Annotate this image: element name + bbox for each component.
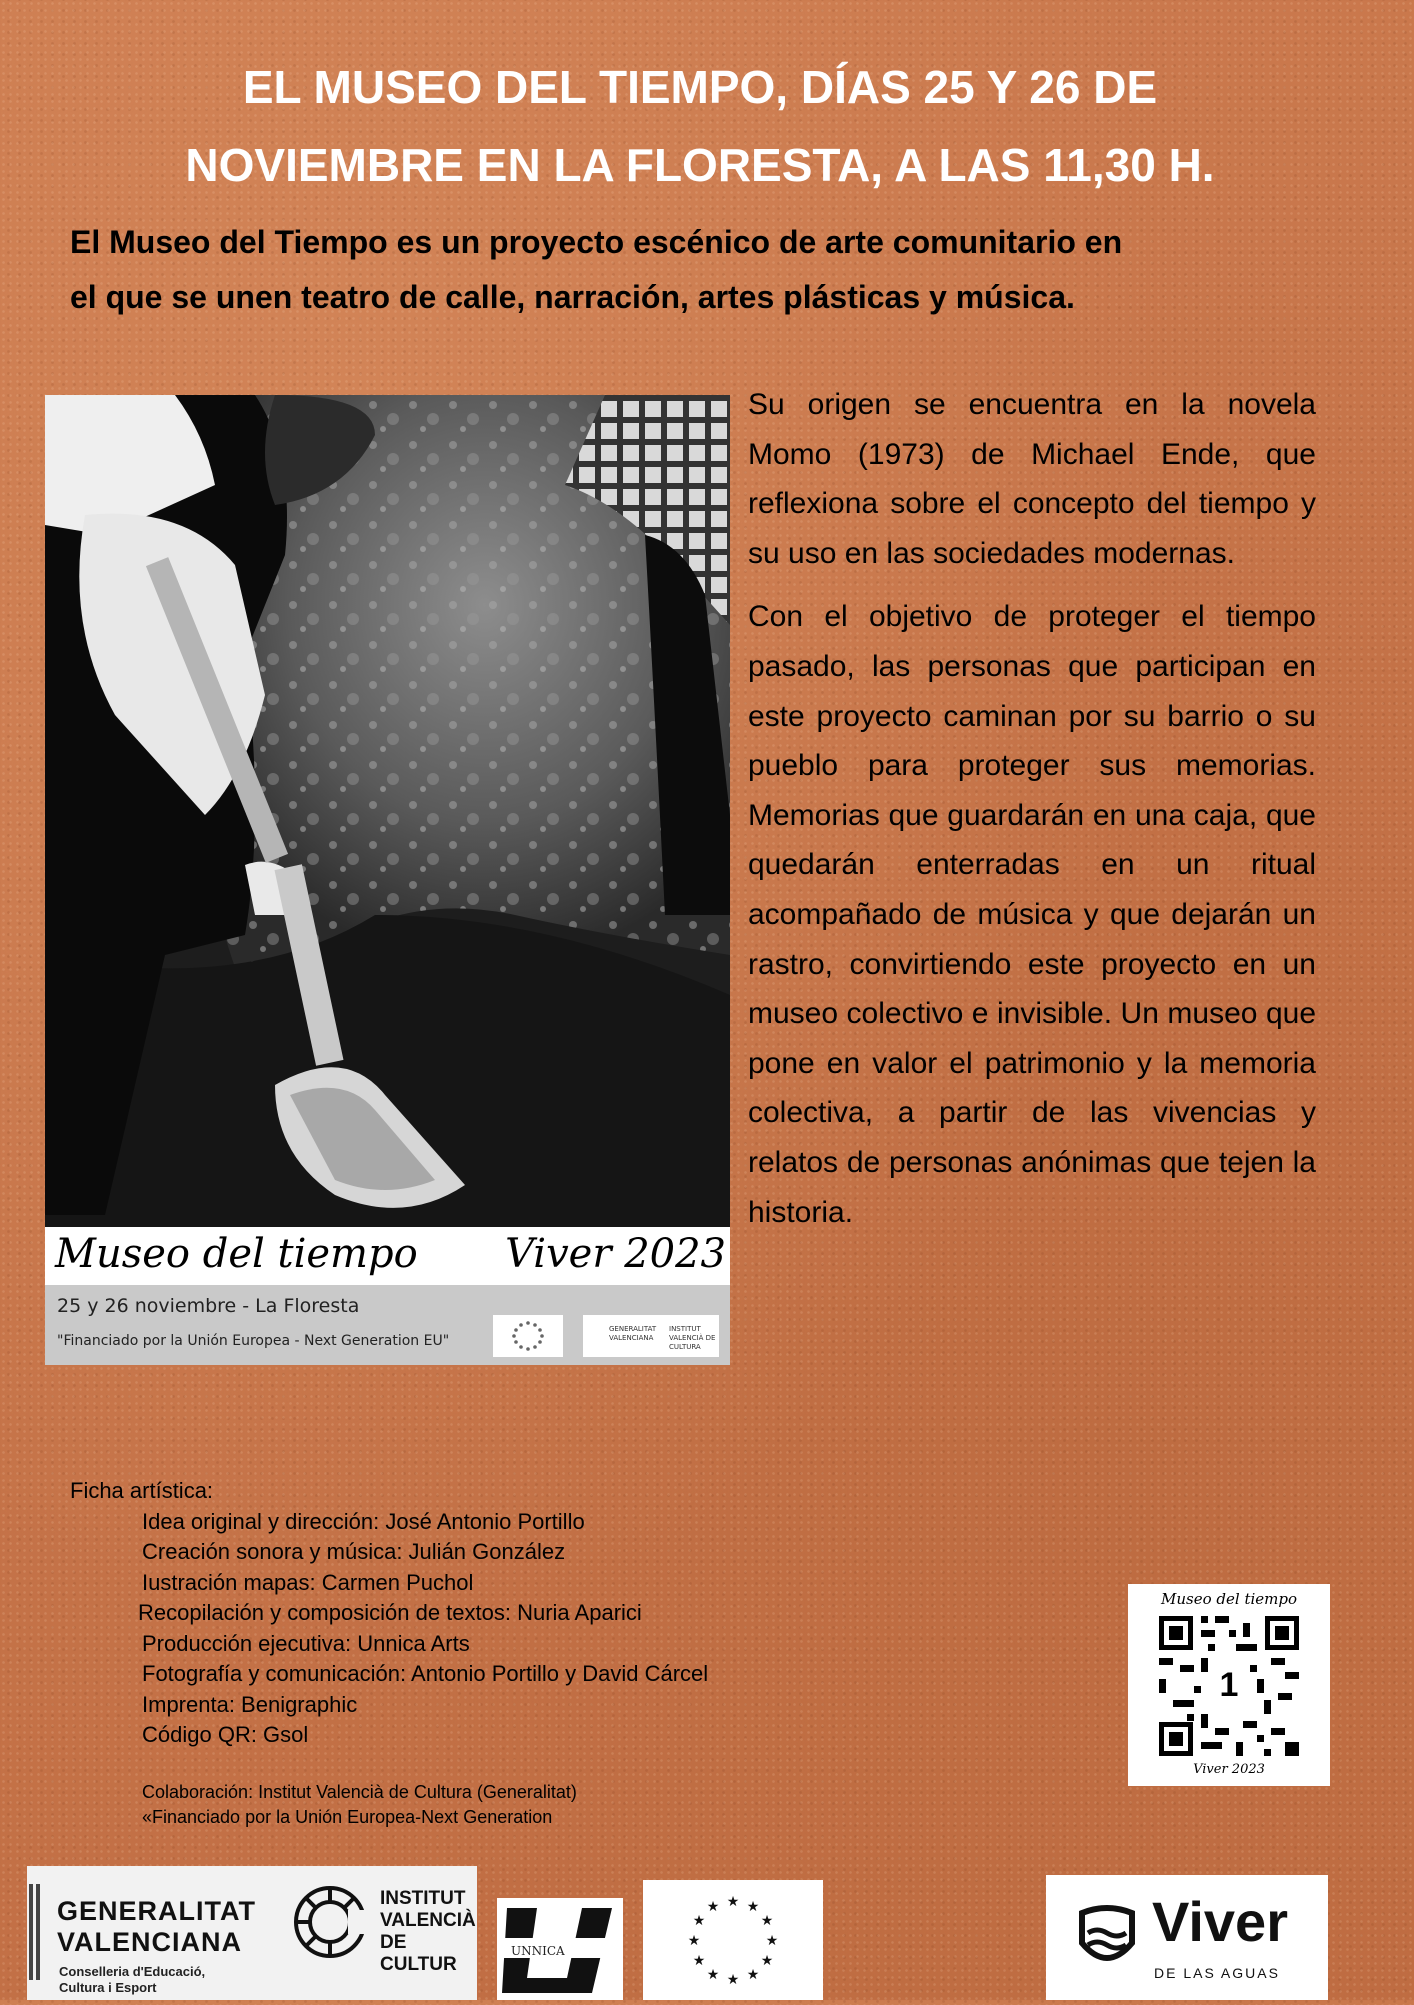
poster-funding: "Financiado por la Unión Europea - Next Generation EU" — [57, 1333, 450, 1349]
event-title-line-1: EL MUSEO DEL TIEMPO, DÍAS 25 Y 26 DE — [242, 61, 1158, 113]
poster-ivc-logo-text: INSTITUT VALENCIÀ DE CULTURA — [669, 1325, 716, 1351]
unnica-name: UNNICA — [511, 1944, 565, 1958]
qr-code-card[interactable] — [1128, 1584, 1330, 1786]
description-paragraph-2: Con el objetivo de proteger el tiempo pasado, las personas que participan en este proyecto caminan por su barrio o su pueblo para proteger sus memorias. Memorias que guardarán en una caja, que quedarán enterradas en un ritual acompañado de música y que dejarán un rastro, convirtiendo este proyecto en un museo colectivo e invisible. Un museo que pone en valor el patrimonio y la memoria colectiva, a partir de las vivencias y relatos de personas anónimas que tejen la historia. — [748, 600, 1316, 1229]
credit-line: Imprenta: Benigraphic — [142, 1691, 358, 1717]
svg-text:★: ★ — [765, 1933, 779, 1949]
poster-date: 25 y 26 noviembre - La Floresta — [57, 1295, 360, 1317]
poster-title: Museo del tiempo — [55, 1231, 418, 1277]
intro-line-1: El Museo del Tiempo es un proyecto escénico de arte comunitario en — [70, 224, 1123, 260]
intro-text — [70, 215, 1330, 325]
poster-institution-logos — [583, 1315, 719, 1357]
qr-title: Museo del tiempo — [1161, 1590, 1297, 1608]
svg-text:★: ★ — [760, 1913, 774, 1929]
poster-photo — [45, 395, 730, 1227]
event-title — [60, 48, 1340, 204]
qr-number: 1 — [1219, 1666, 1239, 1704]
credit-line: Recopilación y composición de textos: Nuria Aparici — [138, 1600, 642, 1625]
viver-emblem-icon — [1072, 1903, 1142, 1973]
qr-footer: Viver 2023 — [1193, 1762, 1265, 1777]
poster-gv-logo-text: GENERALITAT VALENCIANA — [609, 1325, 657, 1342]
credit-line: Idea original y dirección: José Antonio Portillo — [142, 1508, 585, 1534]
svg-text:★: ★ — [746, 1967, 760, 1983]
svg-text:★: ★ — [706, 1967, 720, 1983]
svg-text:★: ★ — [687, 1933, 701, 1949]
viver-de-las-aguas-logo — [1046, 1875, 1328, 2000]
svg-text:★: ★ — [692, 1913, 706, 1929]
viver-subtitle: DE LAS AGUAS — [1154, 1965, 1280, 1981]
poster-footer — [45, 1285, 730, 1365]
svg-text:★: ★ — [726, 1972, 740, 1988]
european-union-logo — [643, 1880, 823, 2000]
description-column — [748, 380, 1316, 1251]
collaboration-line-1: Colaboración: Institut Valencià de Cultura (Generalitat) — [142, 1782, 577, 1802]
event-title-line-2: NOVIEMBRE EN LA FLORESTA, A LAS 11,30 H. — [185, 139, 1215, 191]
artistic-credits — [70, 1476, 870, 1751]
generalitat-line-1: GENERALITAT — [57, 1896, 256, 1926]
intro-line-2: el que se unen teatro de calle, narración, artes plásticas y música. — [70, 279, 1075, 315]
svg-text:★: ★ — [706, 1899, 720, 1915]
eu-stars-icon — [643, 1880, 823, 2000]
credit-line: Fotografía y comunicación: Antonio Portillo y David Cárcel — [142, 1661, 709, 1686]
event-poster — [45, 395, 730, 1365]
poster-title-year: Viver 2023 — [505, 1231, 726, 1277]
poster-eu-flag-icon — [493, 1315, 563, 1357]
collaboration-note — [142, 1780, 902, 1830]
ivc-name — [380, 1888, 477, 1976]
generalitat-emblem-icon — [27, 1884, 43, 1980]
svg-text:★: ★ — [726, 1894, 740, 1910]
conselleria-line-1: Conselleria d'Educació, — [59, 1964, 206, 1979]
viver-name: Viver — [1152, 1890, 1288, 1953]
institut-valencia-cultura-logo — [280, 1866, 477, 2000]
ivc-line-1: INSTITUT — [380, 1888, 466, 1909]
credit-line: Código QR: Gsol — [142, 1722, 309, 1747]
conselleria-line-2: Cultura i Esport — [59, 1980, 157, 1995]
description-paragraph-1: Su origen se encuentra en la novela Momo (1973) de Michael Ende, que reflexiona sobre el concepto del tiempo y su uso en las sociedades modernas. — [748, 388, 1316, 570]
svg-text:★: ★ — [692, 1953, 706, 1969]
ivc-line-2: VALENCIÀ — [380, 1910, 476, 1931]
poster-title-band — [45, 1227, 730, 1285]
generalitat-name — [57, 1896, 256, 1958]
svg-text:★: ★ — [746, 1899, 760, 1915]
conselleria-name — [59, 1964, 205, 1996]
generalitat-line-2: VALENCIANA — [57, 1927, 242, 1957]
ivc-line-3: DE CULTUR — [380, 1932, 457, 1975]
svg-text:★: ★ — [760, 1953, 774, 1969]
credits-heading: Ficha artística: — [70, 1478, 214, 1503]
credit-line: Iustración mapas: Carmen Puchol — [142, 1569, 474, 1595]
ivc-emblem-icon — [290, 1882, 370, 1962]
unnica-logo — [497, 1898, 623, 2000]
collaboration-line-2: «Financiado por la Unión Europea-Next Generation — [142, 1807, 553, 1827]
credit-line: Creación sonora y música: Julián González — [142, 1539, 566, 1564]
credit-line: Producción ejecutiva: Unnica Arts — [142, 1630, 470, 1656]
